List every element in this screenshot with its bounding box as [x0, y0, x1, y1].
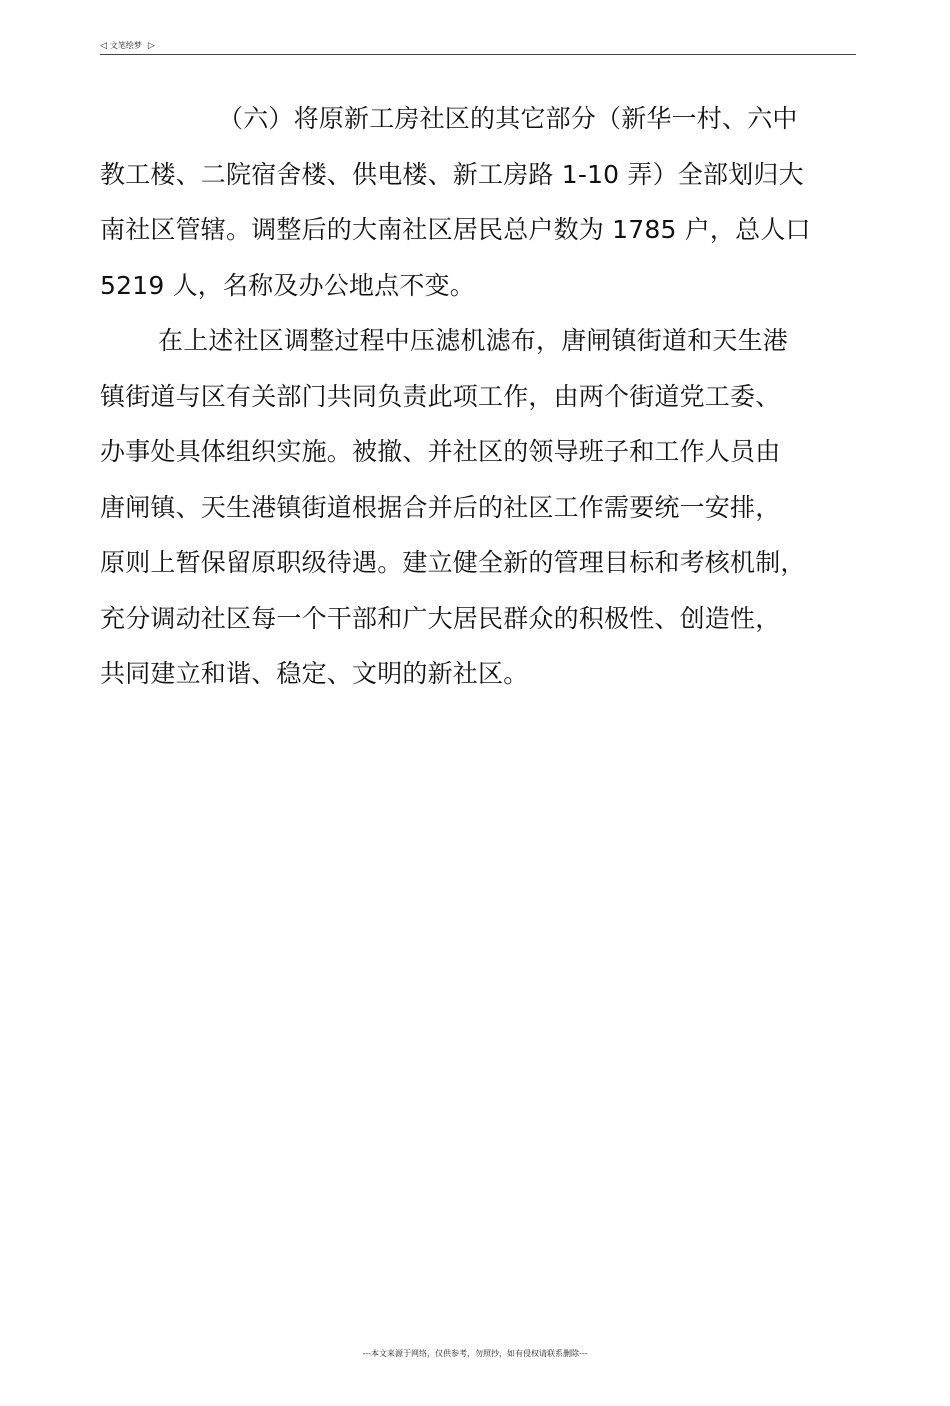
page-header — [100, 38, 856, 55]
paragraph-line: 唐闸镇、天生港镇街道根据合并后的社区工作需要统一安排， — [100, 492, 781, 522]
paragraph-line: 教工楼、二院宿舍楼、供电楼、新工房路 1-10 弄）全部划归大 — [100, 159, 804, 189]
right-triangle-icon: ▷ — [147, 41, 155, 51]
page-footer: ---本文来源于网络，仅供参考，勿照抄，如有侵权请联系删除--- — [362, 1349, 588, 1358]
document-body — [100, 91, 860, 702]
paragraph-line: （六）将原新工房社区的其它部分（新华一村、六中 — [218, 104, 798, 133]
paragraph-line: 充分调动社区每一个干部和广大居民群众的积极性、创造性， — [100, 603, 781, 633]
paragraph-line: 南社区管辖。调整后的大南社区居民总户数为 1785 户，总人口 — [100, 215, 811, 244]
paragraph-line: 共同建立和谐、稳定、文明的新社区。 — [100, 659, 529, 688]
header-title: 文笔绘梦 — [109, 41, 142, 50]
paragraph-line: 原则上暂保留原职级待遇。建立健全新的管理目标和考核机制， — [100, 548, 806, 577]
paragraph-line: 办事处具体组织实施。被撤、并社区的领导班子和工作人员由 — [100, 437, 781, 466]
paragraph-line: 在上述社区调整过程中压滤机滤布，唐闸镇街道和天生港 — [158, 326, 789, 355]
paragraph-line: 镇街道与区有关部门共同负责此项工作，由两个街道党工委、 — [100, 381, 781, 411]
left-triangle-icon: ◁ — [100, 41, 107, 51]
paragraph-line: 5219 人，名称及办公地点不变。 — [100, 270, 475, 300]
